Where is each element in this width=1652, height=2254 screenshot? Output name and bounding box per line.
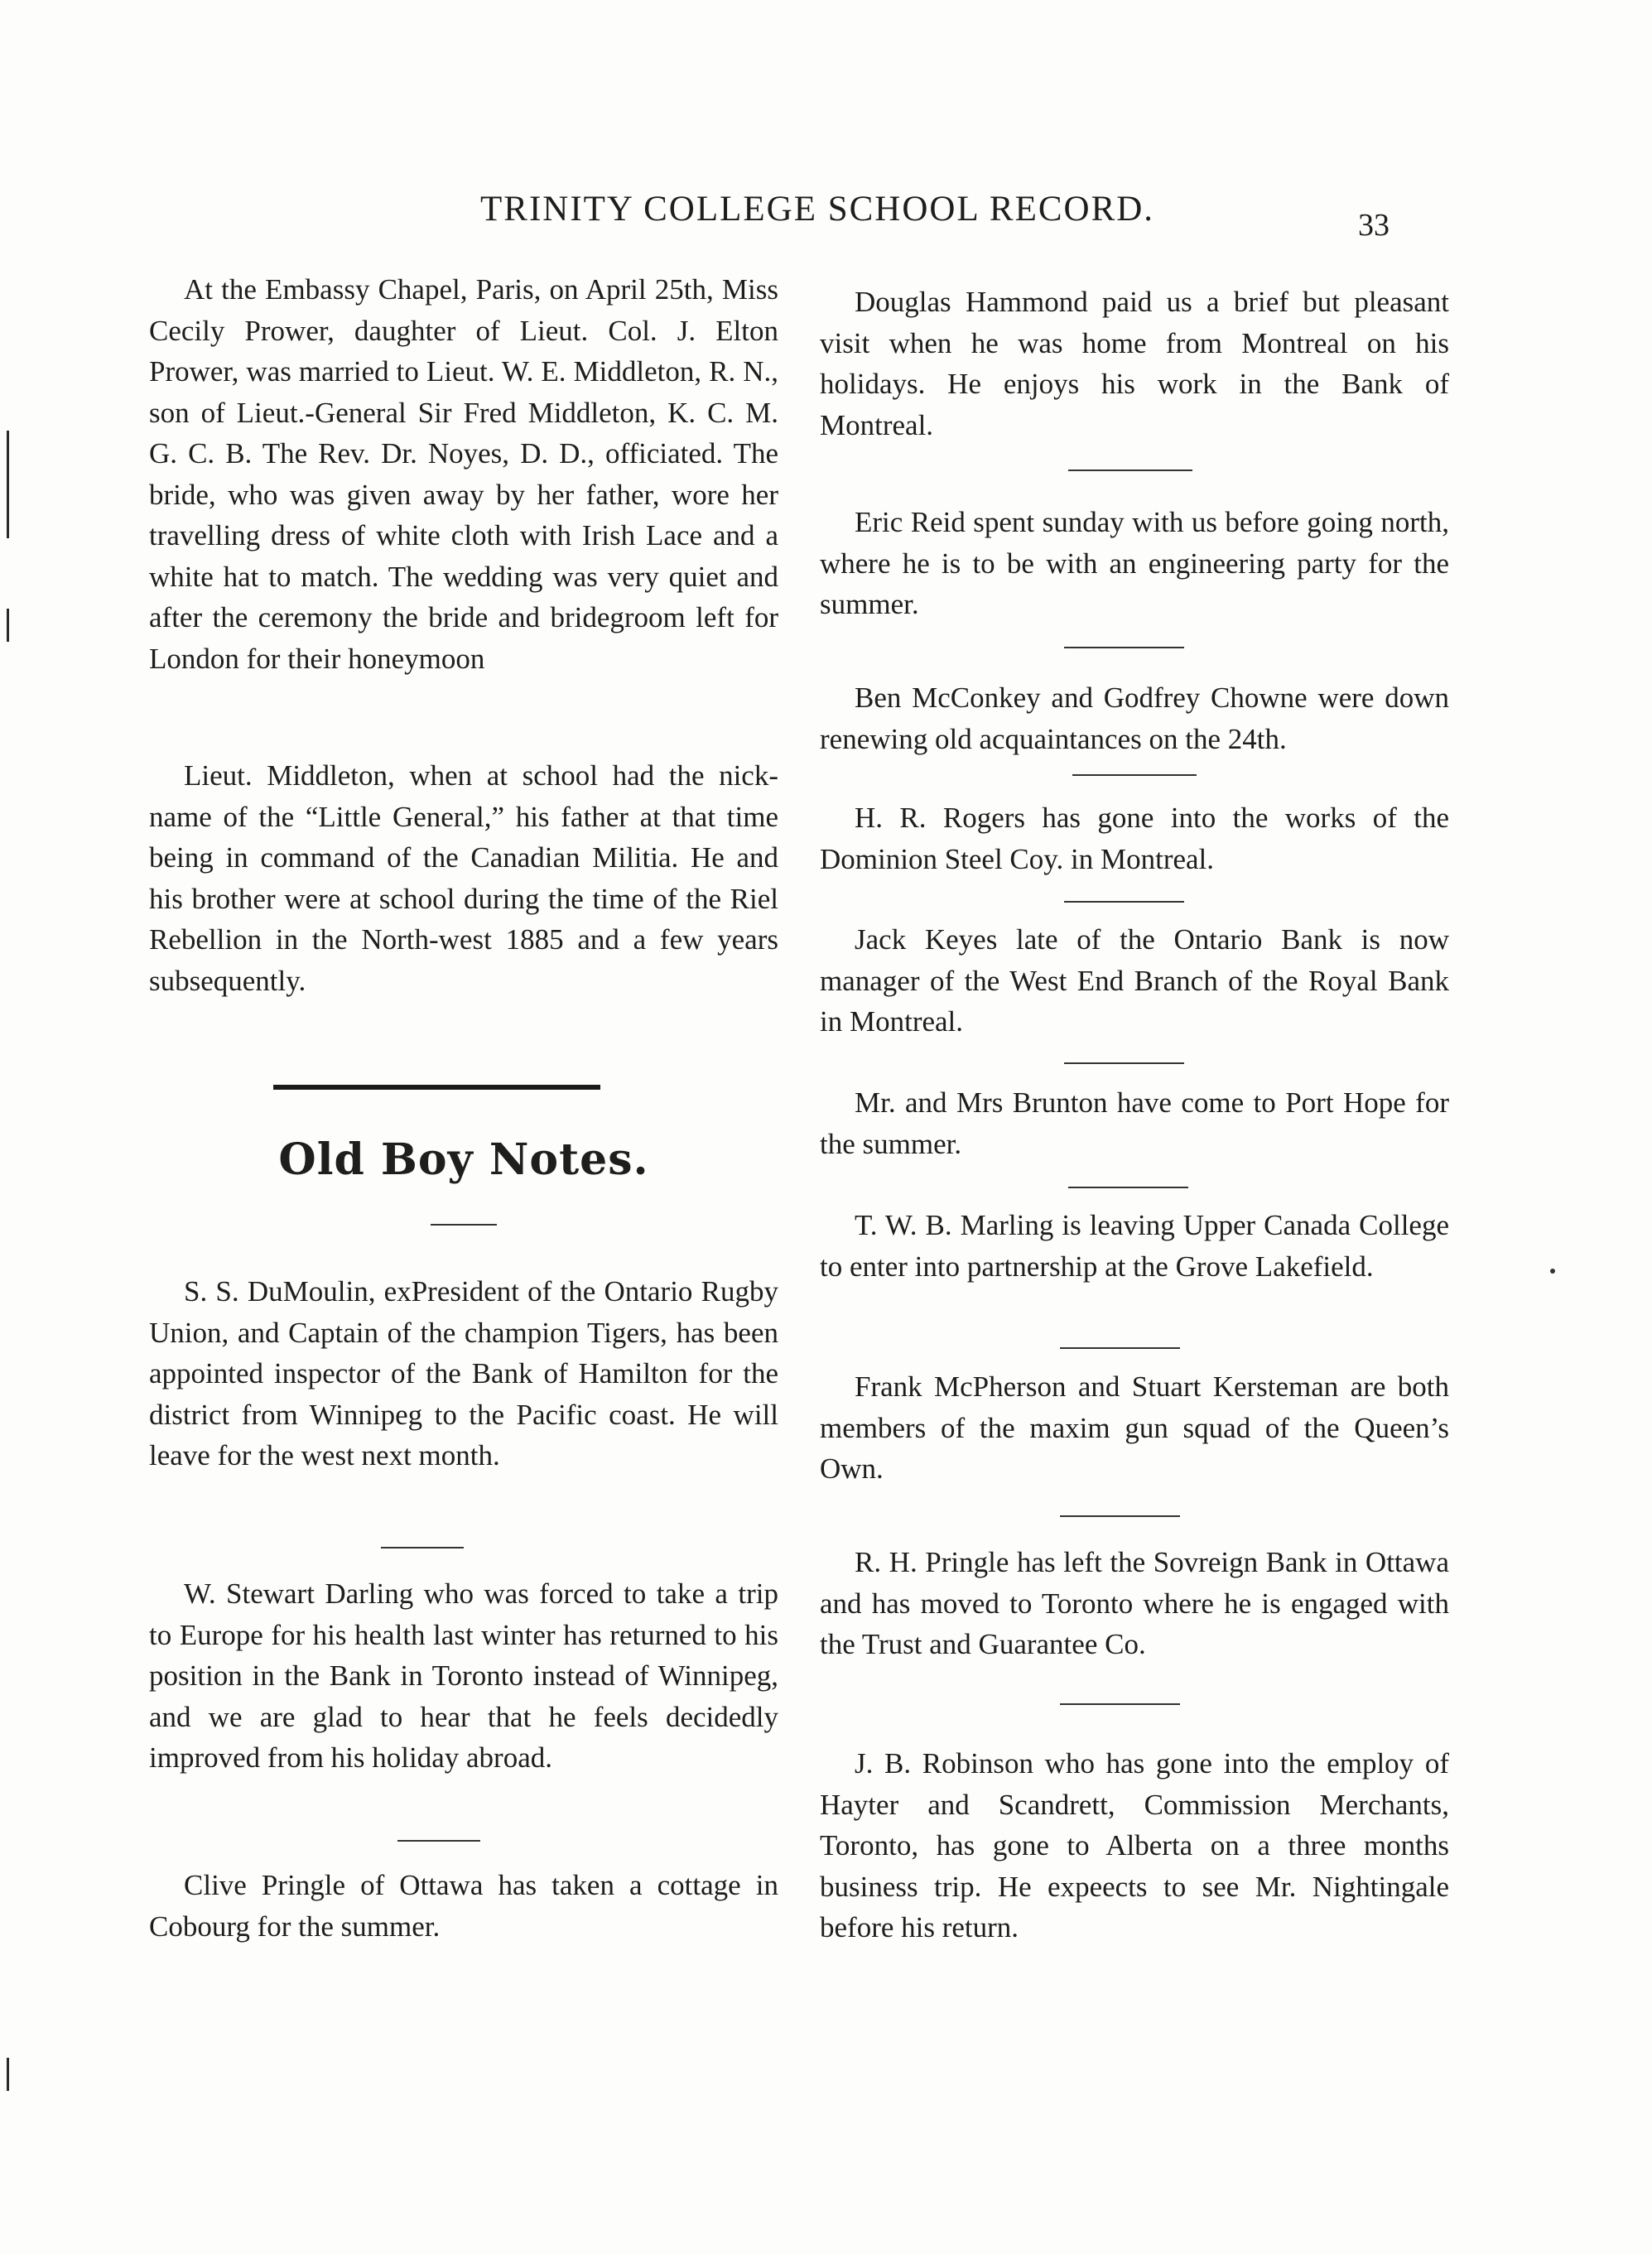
note-keyes: Jack Keyes late of the Ontario Bank is now manager of the West End Branch of the Royal Bank in Montreal. [820,923,1449,1038]
note-brunton: Mr. and Mrs Brunton have come to Port Hope for the summer. [820,1086,1449,1160]
separator-rule [1060,1515,1180,1517]
separator-rule [397,1840,480,1842]
paragraph-middleton: Lieut. Middleton, when at school had the nick-name of the “Little General,” his father at that time being in command of the Canadian Militia. He and his brother were at school during the time of the Riel Rebellion in the North-west 1885 and a few years subsequently. [149,759,778,997]
separator-rule [1060,1347,1180,1349]
note-darling: W. Stewart Darling who was forced to take a trip to Europe for his health last winter has returned to his position in the Bank in Toronto instead of Winnipeg, and we are glad to hear that he feels decidedly improved from his holiday abroad. [149,1577,778,1774]
separator-rule [431,1224,497,1226]
separator-rule [1060,1703,1180,1705]
note-mcconkey: Ben McConkey and Godfrey Chowne were down renewing old acquaintances on the 24th. [820,681,1449,755]
scan-margin-mark [7,2058,9,2091]
scan-margin-mark [7,431,9,538]
note-mcpherson: Frank McPherson and Stuart Kersteman are both members of the maxim gun squad of the Queen’s Own. [820,1370,1449,1485]
running-header: TRINITY COLLEGE SCHOOL RECORD. [480,190,1155,229]
note-rogers: H. R. Rogers has gone into the works of the Dominion Steel Coy. in Montreal. [820,802,1449,875]
note-dumoulin: S. S. DuMoulin, exPresident of the Ontario Rugby Union, and Captain of the champion Tigers, has been appointed inspector of the Bank of Hamilton for the district from Winnipeg to the Pacific coast. He will leave for the west next month. [149,1275,778,1471]
note-reid: Eric Reid spent sunday with us before going north, where he is to be with an engineering party for the summer. [820,506,1449,620]
separator-rule [1068,1187,1188,1188]
scan-margin-mark [7,609,9,642]
section-divider-thick [273,1085,600,1090]
scan-speck [1550,1269,1555,1274]
separator-rule [381,1547,464,1548]
page-number: 33 [1358,208,1390,243]
separator-rule [1064,1062,1184,1064]
note-pringle: R. H. Pringle has left the Sovreign Bank in Ottawa and has moved to Toronto where he is engaged with the Trust and Guarantee Co. [820,1546,1449,1660]
separator-rule [1064,901,1184,903]
section-heading: Old Boy Notes. [278,1134,649,1185]
separator-rule [1064,647,1184,648]
separator-rule [1072,774,1197,776]
note-robinson: J. B. Robinson who has gone into the employ of Hayter and Scandrett, Commission Merchants, Toronto, has gone to Alberta on a three months business trip. He expeects to see Mr. Nightingale before his return. [820,1747,1449,1943]
note-clive-pringle: Clive Pringle of Ottawa has taken a cottage in Cobourg for the summer. [149,1869,778,1943]
paragraph-wedding: At the Embassy Chapel, Paris, on April 25th, Miss Cecily Prower, daughter of Lieut. Col. J. Elton Prower, was married to Lieut. W. E. Middleton, R. N., son of Lieut.-General Sir Fred Middleton, K. C. M. G. C. B. The Rev. Dr. Noyes, D. D., officiated. The bride, who was given away by her father, wore her travelling dress of white cloth with Irish Lace and a white hat to match. The wedding was very quiet and after the ceremony the bride and bridegroom left for London for their honeymoon [149,273,778,675]
note-hammond: Douglas Hammond paid us a brief but pleasant visit when he was home from Montreal on his holidays. He enjoys his work in the Bank of Montreal. [820,286,1449,441]
separator-rule [1068,470,1192,471]
note-marling: T. W. B. Marling is leaving Upper Canada College to enter into partnership at the Grove Lakefield. [820,1209,1449,1283]
